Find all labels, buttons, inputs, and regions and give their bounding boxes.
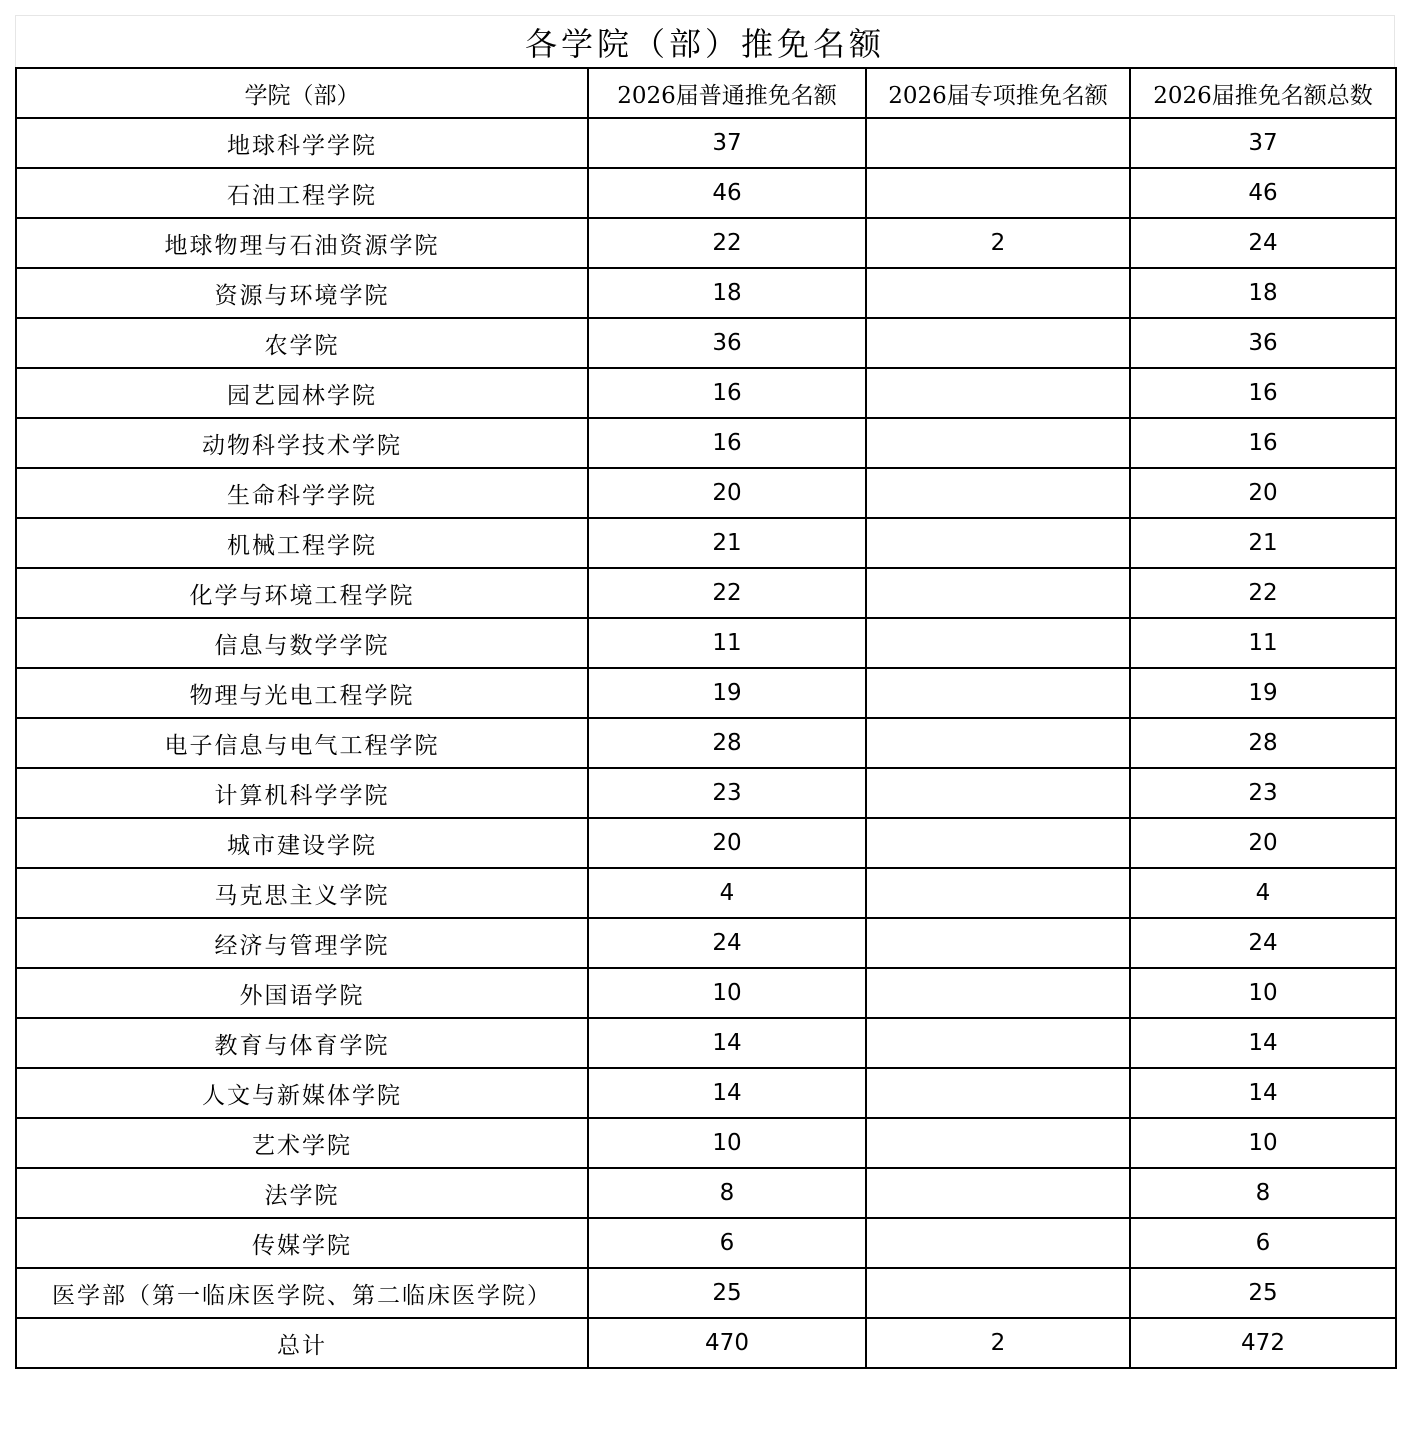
table-row bbox=[16, 1268, 1396, 1318]
table-row bbox=[16, 268, 1396, 318]
cell-special-quota bbox=[866, 118, 1130, 168]
cell-special-quota bbox=[866, 1218, 1130, 1268]
cell-college-name: 城市建设学院 bbox=[16, 818, 588, 868]
cell-total-quota: 4 bbox=[1130, 868, 1396, 918]
cell-college-name: 马克思主义学院 bbox=[16, 868, 588, 918]
cell-total-quota: 10 bbox=[1130, 968, 1396, 1018]
cell-regular-quota: 46 bbox=[588, 168, 866, 218]
cell-college-name: 化学与环境工程学院 bbox=[16, 568, 588, 618]
cell-college-name: 计算机科学学院 bbox=[16, 768, 588, 818]
cell-college-name: 物理与光电工程学院 bbox=[16, 668, 588, 718]
table-row bbox=[16, 718, 1396, 768]
table-row bbox=[16, 618, 1396, 668]
cell-regular-quota: 6 bbox=[588, 1218, 866, 1268]
cell-special-quota bbox=[866, 268, 1130, 318]
cell-total-quota: 8 bbox=[1130, 1168, 1396, 1218]
header-regular-quota: 2026届普通推免名额 bbox=[588, 68, 866, 118]
cell-college-name: 教育与体育学院 bbox=[16, 1018, 588, 1068]
table-row bbox=[16, 668, 1396, 718]
cell-regular-quota: 24 bbox=[588, 918, 866, 968]
cell-college-name: 艺术学院 bbox=[16, 1118, 588, 1168]
cell-total-quota: 36 bbox=[1130, 318, 1396, 368]
cell-special-quota bbox=[866, 968, 1130, 1018]
cell-special-quota bbox=[866, 1018, 1130, 1068]
table-row bbox=[16, 1018, 1396, 1068]
cell-total-quota: 16 bbox=[1130, 418, 1396, 468]
quota-sheet bbox=[15, 15, 1395, 1369]
header-total-quota: 2026届推免名额总数 bbox=[1130, 68, 1396, 118]
cell-college-name: 总计 bbox=[16, 1318, 588, 1368]
cell-college-name: 经济与管理学院 bbox=[16, 918, 588, 968]
table-row bbox=[16, 1118, 1396, 1168]
cell-regular-quota: 20 bbox=[588, 818, 866, 868]
cell-special-quota bbox=[866, 818, 1130, 868]
cell-total-quota: 19 bbox=[1130, 668, 1396, 718]
cell-regular-quota: 10 bbox=[588, 968, 866, 1018]
cell-regular-quota: 36 bbox=[588, 318, 866, 368]
cell-college-name: 医学部（第一临床医学院、第二临床医学院） bbox=[16, 1268, 588, 1318]
cell-regular-quota: 19 bbox=[588, 668, 866, 718]
quota-table bbox=[15, 67, 1397, 1369]
cell-special-quota bbox=[866, 1168, 1130, 1218]
cell-special-quota bbox=[866, 768, 1130, 818]
cell-total-quota: 21 bbox=[1130, 518, 1396, 568]
cell-total-quota: 25 bbox=[1130, 1268, 1396, 1318]
cell-regular-quota: 28 bbox=[588, 718, 866, 768]
cell-special-quota bbox=[866, 418, 1130, 468]
cell-regular-quota: 14 bbox=[588, 1018, 866, 1068]
cell-regular-quota: 470 bbox=[588, 1318, 866, 1368]
table-row bbox=[16, 918, 1396, 968]
cell-college-name: 资源与环境学院 bbox=[16, 268, 588, 318]
cell-regular-quota: 10 bbox=[588, 1118, 866, 1168]
cell-special-quota: 2 bbox=[866, 1318, 1130, 1368]
cell-total-quota: 23 bbox=[1130, 768, 1396, 818]
cell-special-quota bbox=[866, 368, 1130, 418]
table-row bbox=[16, 418, 1396, 468]
cell-regular-quota: 4 bbox=[588, 868, 866, 918]
table-body bbox=[16, 118, 1396, 1368]
cell-total-quota: 6 bbox=[1130, 1218, 1396, 1268]
table-row bbox=[16, 218, 1396, 268]
cell-special-quota bbox=[866, 518, 1130, 568]
cell-college-name: 动物科学技术学院 bbox=[16, 418, 588, 468]
cell-special-quota bbox=[866, 718, 1130, 768]
table-row bbox=[16, 118, 1396, 168]
table-row bbox=[16, 318, 1396, 368]
table-row bbox=[16, 1218, 1396, 1268]
table-row bbox=[16, 968, 1396, 1018]
cell-total-quota: 472 bbox=[1130, 1318, 1396, 1368]
cell-regular-quota: 14 bbox=[588, 1068, 866, 1118]
cell-regular-quota: 22 bbox=[588, 218, 866, 268]
cell-regular-quota: 20 bbox=[588, 468, 866, 518]
cell-total-quota: 11 bbox=[1130, 618, 1396, 668]
cell-college-name: 地球物理与石油资源学院 bbox=[16, 218, 588, 268]
cell-regular-quota: 16 bbox=[588, 418, 866, 468]
cell-special-quota bbox=[866, 318, 1130, 368]
header-special-quota: 2026届专项推免名额 bbox=[866, 68, 1130, 118]
table-row bbox=[16, 1068, 1396, 1118]
cell-regular-quota: 11 bbox=[588, 618, 866, 668]
sheet-title: 各学院（部）推免名额 bbox=[15, 15, 1395, 67]
cell-regular-quota: 16 bbox=[588, 368, 866, 418]
cell-regular-quota: 37 bbox=[588, 118, 866, 168]
table-row bbox=[16, 568, 1396, 618]
total-row bbox=[16, 1318, 1396, 1368]
table-row bbox=[16, 468, 1396, 518]
cell-college-name: 石油工程学院 bbox=[16, 168, 588, 218]
cell-regular-quota: 18 bbox=[588, 268, 866, 318]
cell-total-quota: 22 bbox=[1130, 568, 1396, 618]
cell-college-name: 法学院 bbox=[16, 1168, 588, 1218]
cell-college-name: 园艺园林学院 bbox=[16, 368, 588, 418]
cell-special-quota bbox=[866, 1118, 1130, 1168]
cell-special-quota bbox=[866, 668, 1130, 718]
cell-college-name: 生命科学学院 bbox=[16, 468, 588, 518]
cell-total-quota: 24 bbox=[1130, 918, 1396, 968]
cell-regular-quota: 8 bbox=[588, 1168, 866, 1218]
cell-total-quota: 20 bbox=[1130, 468, 1396, 518]
cell-college-name: 人文与新媒体学院 bbox=[16, 1068, 588, 1118]
cell-special-quota bbox=[866, 618, 1130, 668]
cell-total-quota: 14 bbox=[1130, 1018, 1396, 1068]
cell-total-quota: 14 bbox=[1130, 1068, 1396, 1118]
cell-special-quota bbox=[866, 468, 1130, 518]
cell-special-quota bbox=[866, 168, 1130, 218]
cell-college-name: 电子信息与电气工程学院 bbox=[16, 718, 588, 768]
table-row bbox=[16, 818, 1396, 868]
cell-special-quota bbox=[866, 1068, 1130, 1118]
cell-special-quota bbox=[866, 1268, 1130, 1318]
cell-special-quota bbox=[866, 568, 1130, 618]
table-row bbox=[16, 768, 1396, 818]
cell-total-quota: 16 bbox=[1130, 368, 1396, 418]
table-row bbox=[16, 368, 1396, 418]
cell-college-name: 机械工程学院 bbox=[16, 518, 588, 568]
cell-total-quota: 46 bbox=[1130, 168, 1396, 218]
cell-special-quota bbox=[866, 868, 1130, 918]
cell-college-name: 地球科学学院 bbox=[16, 118, 588, 168]
cell-total-quota: 10 bbox=[1130, 1118, 1396, 1168]
cell-regular-quota: 21 bbox=[588, 518, 866, 568]
cell-special-quota bbox=[866, 918, 1130, 968]
cell-college-name: 传媒学院 bbox=[16, 1218, 588, 1268]
cell-total-quota: 24 bbox=[1130, 218, 1396, 268]
cell-regular-quota: 22 bbox=[588, 568, 866, 618]
cell-special-quota: 2 bbox=[866, 218, 1130, 268]
table-row bbox=[16, 1168, 1396, 1218]
cell-college-name: 信息与数学学院 bbox=[16, 618, 588, 668]
cell-total-quota: 20 bbox=[1130, 818, 1396, 868]
table-row bbox=[16, 168, 1396, 218]
header-college: 学院（部） bbox=[16, 68, 588, 118]
cell-regular-quota: 25 bbox=[588, 1268, 866, 1318]
header-row bbox=[16, 68, 1396, 118]
table-row bbox=[16, 868, 1396, 918]
cell-college-name: 农学院 bbox=[16, 318, 588, 368]
cell-total-quota: 28 bbox=[1130, 718, 1396, 768]
cell-total-quota: 37 bbox=[1130, 118, 1396, 168]
table-row bbox=[16, 518, 1396, 568]
cell-college-name: 外国语学院 bbox=[16, 968, 588, 1018]
cell-regular-quota: 23 bbox=[588, 768, 866, 818]
cell-total-quota: 18 bbox=[1130, 268, 1396, 318]
